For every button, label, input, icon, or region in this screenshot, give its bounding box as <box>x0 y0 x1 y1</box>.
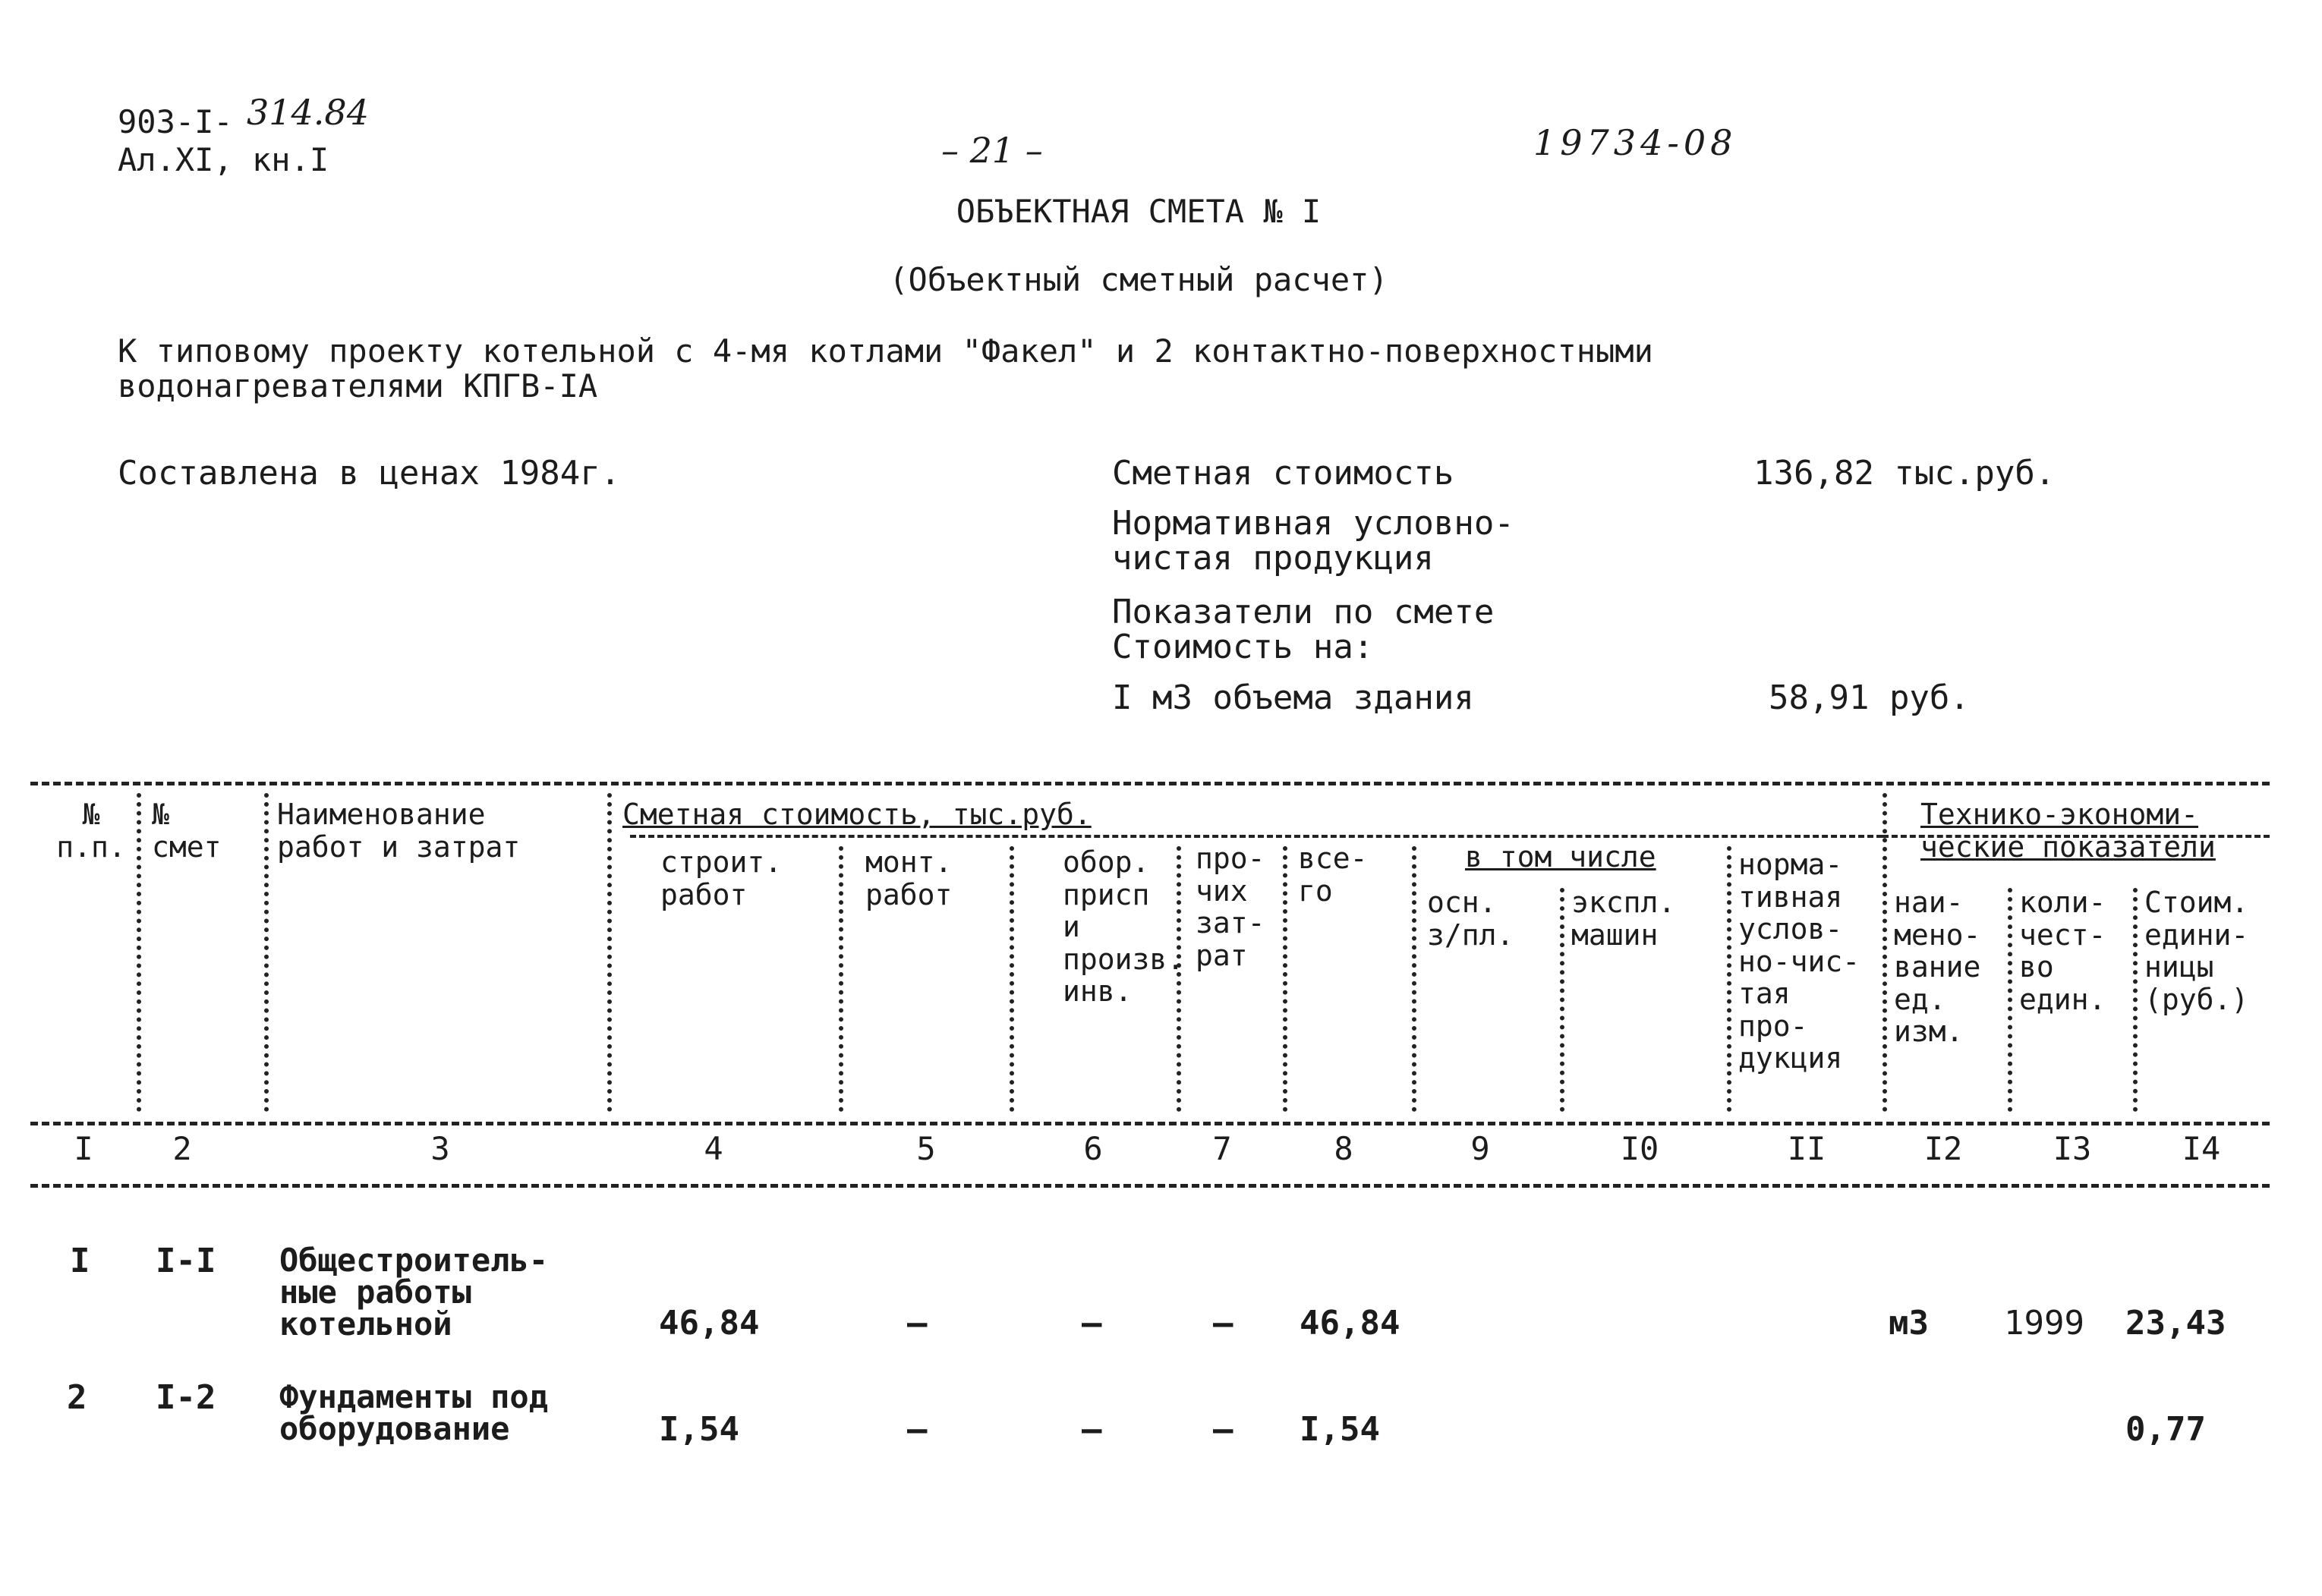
header-unit-cost: Стоим. едини- ницы (руб.) <box>2144 886 2249 1016</box>
col-sep-1 <box>137 793 141 1112</box>
column-number-6: 6 <box>1083 1130 1103 1167</box>
row-2-installation: – <box>907 1410 928 1449</box>
row-2-construction: I,54 <box>659 1410 739 1449</box>
document-subtitle: (Объектный сметный расчет) <box>889 261 1388 298</box>
column-number-10: I0 <box>1620 1130 1659 1167</box>
header-other: про- чих зат- рат <box>1196 842 1265 972</box>
column-number-14: I4 <box>2182 1130 2221 1167</box>
header-row-number: № п.п. <box>56 798 126 864</box>
row-2-number: 2 <box>67 1378 87 1417</box>
column-number-13: I3 <box>2053 1130 2092 1167</box>
column-number-9: 9 <box>1470 1130 1490 1167</box>
col-sep-8 <box>1412 846 1416 1112</box>
column-number-7: 7 <box>1212 1130 1232 1167</box>
row-1-unit-cost: 23,43 <box>2125 1304 2226 1343</box>
column-number-1: I <box>74 1130 93 1167</box>
header-including-group: в том числе <box>1465 840 1656 874</box>
album-info: Ал.XI, кн.I <box>118 141 329 178</box>
volume-label: I м3 объема здания <box>1112 678 1474 717</box>
row-1-construction: 46,84 <box>659 1304 760 1343</box>
row-1-estimate: I-I <box>156 1242 216 1280</box>
col-sep-9 <box>1560 888 1564 1112</box>
norm-product-label-1: Нормативная условно- <box>1112 504 1514 543</box>
row-2-unit-cost: 0,77 <box>2125 1410 2206 1449</box>
row-1-name: Общестроитель- ные работы котельной <box>279 1242 549 1343</box>
doc-code-handwritten: 314.84 <box>247 92 369 133</box>
cost-label: Сметная стоимость <box>1112 454 1454 493</box>
header-construction: строит. работ <box>660 845 783 911</box>
doc-code: 903-I- <box>118 103 233 140</box>
document-title: ОБЪЕКТНАЯ СМЕТА № I <box>956 193 1322 230</box>
table-top-rule <box>30 782 2270 785</box>
column-number-11: II <box>1787 1130 1826 1167</box>
header-installation: монт. работ <box>865 845 953 911</box>
column-number-5: 5 <box>916 1130 936 1167</box>
header-bottom-rule <box>30 1122 2270 1125</box>
cost-group-rule <box>630 835 1882 838</box>
indicators-label-1: Показатели по смете <box>1112 593 1495 631</box>
row-1-installation: – <box>907 1304 928 1343</box>
volume-value: 58,91 руб. <box>1769 678 1970 717</box>
row-2-name: Фундаменты под оборудование <box>279 1378 549 1447</box>
col-sep-5 <box>1010 846 1014 1112</box>
col-sep-4 <box>839 846 843 1112</box>
header-quantity: коли- чест- во един. <box>2019 886 2106 1016</box>
header-estimate-number: № смет <box>152 798 222 864</box>
column-number-3: 3 <box>430 1130 450 1167</box>
col-sep-12 <box>2008 888 2012 1112</box>
row-1-equipment: – <box>1082 1304 1102 1343</box>
price-basis: Составлена в ценах 1984г. <box>118 454 621 493</box>
indicators-label-2: Стоимость на: <box>1112 628 1374 666</box>
norm-product-label-2: чистая продукция <box>1112 539 1434 578</box>
header-unit-name: наи- мено- вание ед. изм. <box>1894 886 1981 1049</box>
header-total: все- го <box>1298 842 1368 908</box>
col-sep-2 <box>264 793 269 1112</box>
row-2-total: I,54 <box>1300 1410 1380 1449</box>
header-equipment: обор. присп и произв. инв. <box>1063 845 1185 1009</box>
header-machine-operation: экспл. машин <box>1571 886 1676 952</box>
column-number-4: 4 <box>704 1130 723 1167</box>
header-base-salary: осн. з/пл. <box>1427 886 1514 952</box>
header-work-name: Наименование работ и затрат <box>277 798 521 864</box>
row-1-other: – <box>1213 1304 1233 1343</box>
col-sep-3 <box>607 793 612 1112</box>
row-1-unit: м3 <box>1889 1304 1929 1343</box>
row-1-total: 46,84 <box>1300 1304 1400 1343</box>
header-normative-product: норма- тивная услов- но-чис- тая про- дукция <box>1738 848 1860 1075</box>
col-sep-11 <box>1882 793 1887 1112</box>
col-sep-10 <box>1727 846 1731 1112</box>
column-number-2: 2 <box>172 1130 192 1167</box>
header-cost-group: Сметная стоимость, тыс.руб. <box>622 798 1092 831</box>
row-1-number: I <box>70 1242 90 1280</box>
header-tech-group: Технико-экономи- ческие показатели <box>1920 798 2216 864</box>
column-number-8: 8 <box>1334 1130 1353 1167</box>
col-sep-13 <box>2133 888 2138 1112</box>
project-description-line-1: К типовому проекту котельной с 4-мя котлами "Факел" и 2 контактно-поверхностными <box>118 332 1653 370</box>
row-2-equipment: – <box>1082 1410 1102 1449</box>
row-2-other: – <box>1213 1410 1233 1449</box>
archive-number: 19734-08 <box>1533 122 1738 163</box>
numbers-bottom-rule <box>30 1184 2270 1188</box>
cost-value: 136,82 тыс.руб. <box>1753 454 2056 493</box>
col-sep-7 <box>1283 846 1287 1112</box>
column-number-12: I2 <box>1923 1130 1963 1167</box>
project-description-line-2: водонагревателями КПГВ-IA <box>118 367 598 405</box>
row-2-estimate: I-2 <box>156 1378 216 1417</box>
page-number: – 21 – <box>941 130 1043 171</box>
row-1-quantity: 1999 <box>2004 1304 2084 1343</box>
